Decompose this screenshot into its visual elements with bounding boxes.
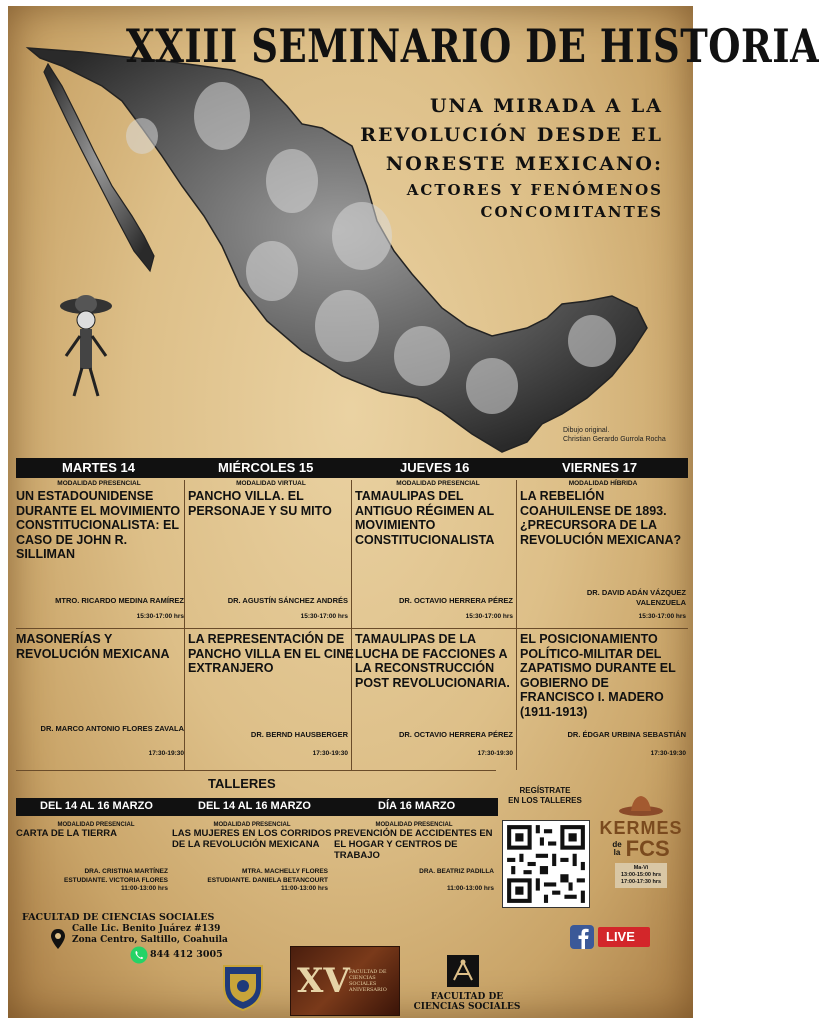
xv-caption-line: CIENCIAS bbox=[349, 975, 376, 981]
session-divider bbox=[16, 770, 496, 771]
fcs-logo-line: CIENCIAS SOCIALES bbox=[413, 1002, 521, 1012]
time-label: 15:30-17:00 hrs bbox=[136, 613, 184, 620]
location-pin-icon bbox=[50, 928, 66, 952]
talk-title: LA REBELIÓN COAHUILENSE DE 1893. ¿PRECURSORA DE LA REVOLUCIÓN MEXICANA? bbox=[520, 489, 682, 547]
time-label: 11:00-13:00 hrs bbox=[281, 885, 328, 892]
talleres-heading: TALLERES bbox=[208, 776, 276, 791]
address-line: Zona Centro, Saltillo, Coahuila bbox=[72, 935, 228, 945]
session2-talk-tuesday bbox=[16, 630, 182, 661]
taller-date: DÍA 16 MARZO bbox=[378, 800, 456, 812]
register-line: REGÍSTRATE bbox=[519, 786, 571, 795]
taller-3 bbox=[334, 822, 494, 861]
fcs-emblem-icon bbox=[446, 954, 480, 988]
kermes-de: de bbox=[612, 840, 622, 849]
column-divider bbox=[184, 480, 185, 770]
faculty-name: FACULTAD DE CIENCIAS SOCIALES bbox=[22, 912, 215, 923]
session1-talk-thursday bbox=[355, 480, 521, 547]
illustration-credit bbox=[563, 426, 666, 444]
session2-talk-friday bbox=[520, 630, 686, 719]
time-label: 15:30-17:00 hrs bbox=[638, 613, 686, 620]
xv-caption bbox=[349, 969, 387, 993]
sombrero-icon bbox=[618, 794, 664, 816]
modality-label: MODALIDAD PRESENCIAL bbox=[396, 480, 480, 487]
subtitle-line: REVOLUCIÓN DESDE EL bbox=[360, 124, 663, 146]
taller-title: CARTA DE LA TIERRA bbox=[16, 828, 117, 839]
speaker-name: DR. OCTAVIO HERRERA PÉREZ bbox=[398, 596, 513, 605]
modality-label: MODALIDAD PRESENCIAL bbox=[57, 480, 141, 487]
poster bbox=[8, 6, 819, 1018]
modality-label: MODALIDAD HÍBRIDA bbox=[568, 480, 638, 487]
time-label: 11:00-13:00 hrs bbox=[447, 884, 494, 892]
talk-title: UN ESTADOUNIDENSE DURANTE EL MOVIMIENTO CONSTITUCIONALISTA: EL CASO DE JOHN R. SILLIMAN bbox=[16, 489, 181, 561]
day-header-bar bbox=[16, 458, 688, 478]
qr-code-icon bbox=[503, 821, 589, 907]
register-line: EN LOS TALLERES bbox=[508, 796, 582, 805]
speaker-name: ESTUDIANTE. DANIELA BETANCOURT bbox=[207, 876, 328, 884]
kermes-days: Ma-Vi bbox=[633, 865, 649, 871]
register-label bbox=[502, 786, 588, 806]
day-label-tuesday: MARTES 14 bbox=[62, 460, 135, 475]
xv-caption-line: ANIVERSARIO bbox=[349, 987, 387, 993]
speaker-name: MTRA. MACHELLY FLORES bbox=[242, 868, 328, 875]
day-label-thursday: JUEVES 16 bbox=[400, 460, 470, 475]
taller-date: DEL 14 AL 16 MARZO bbox=[40, 800, 153, 812]
column-divider bbox=[351, 480, 352, 770]
talk-title: TAMAULIPAS DEL ANTIGUO RÉGIMEN AL MOVIMIENTO CONSTITUCIONALISTA bbox=[355, 489, 495, 547]
session1-talk-wednesday bbox=[188, 480, 354, 518]
session-divider bbox=[16, 628, 688, 629]
fcs-logo-text bbox=[412, 992, 522, 1012]
kermes-title: KERMES bbox=[599, 818, 683, 838]
kermes-fcs: FCS bbox=[625, 836, 670, 861]
taller-speakers bbox=[172, 868, 328, 894]
xv-caption-line: SOCIALES bbox=[349, 981, 377, 987]
speaker-name: DRA. BEATRIZ PADILLA bbox=[419, 868, 494, 875]
speaker-name: DR. BERND HAUSBERGER bbox=[250, 730, 348, 739]
fcs-logo-line: FACULTAD DE bbox=[430, 992, 504, 1002]
taller-speakers bbox=[16, 868, 168, 894]
taller-title: LAS MUJERES EN LOS CORRIDOS DE LA REVOLUCIÓN MEXICANA bbox=[172, 828, 332, 850]
modality-label: MODALIDAD VIRTUAL bbox=[236, 480, 306, 487]
speaker-name: ESTUDIANTE. VICTORIA FLORES bbox=[63, 876, 168, 884]
talk-title: PANCHO VILLA. EL PERSONAJE Y SU MITO bbox=[188, 489, 332, 518]
credit-line: Dibujo original. bbox=[563, 427, 610, 434]
taller-1 bbox=[16, 822, 176, 839]
talk-title: TAMAULIPAS DE LA LUCHA DE FACCIONES A LA RECONSTRUCCIÓN POST REVOLUCIONARIA. bbox=[355, 632, 510, 690]
calavera-illustration bbox=[60, 295, 112, 396]
time-label: 17:30-19:30 bbox=[312, 750, 348, 757]
time-label: 11:00-13:00 hrs bbox=[121, 885, 168, 892]
speaker-name: DR. AGUSTÍN SÁNCHEZ ANDRÉS bbox=[227, 596, 348, 605]
speaker-name: DR. OCTAVIO HERRERA PÉREZ bbox=[398, 730, 513, 739]
kermes-subtitle bbox=[596, 836, 686, 861]
taller-speakers bbox=[334, 868, 494, 893]
day-label-wednesday: MIÉRCOLES 15 bbox=[218, 460, 314, 475]
speaker-name: DR. DAVID ADÁN VÁZQUEZ VALENZUELA bbox=[586, 588, 686, 607]
xv-caption-line: FACULTAD DE bbox=[349, 969, 387, 975]
talk-title: MASONERÍAS Y REVOLUCIÓN MEXICANA bbox=[16, 632, 170, 661]
kermes-block bbox=[596, 792, 686, 888]
time-label: 17:30-19:30 bbox=[148, 750, 184, 757]
address-line: Calle Lic. Benito Juárez #139 bbox=[72, 924, 221, 934]
registration-qr-code[interactable] bbox=[502, 820, 590, 908]
talleres-header-bar bbox=[16, 798, 498, 816]
kermes-la: la bbox=[613, 848, 621, 857]
phone-number[interactable]: 844 412 3005 bbox=[150, 949, 223, 960]
talk-title: EL POSICIONAMIENTO POLÍTICO-MILITAR DEL ZAPATISMO DURANTE EL GOBIERNO DE FRANCISCO I. MADERO (1911-1913) bbox=[520, 632, 676, 719]
talk-title: LA REPRESENTACIÓN DE PANCHO VILLA EN EL CINE EXTRANJERO bbox=[188, 632, 354, 675]
kermes-time: 13:00-15:00 hrs bbox=[620, 872, 662, 878]
subtitle-line: UNA MIRADA A LA bbox=[429, 95, 663, 117]
session1-talk-tuesday bbox=[16, 480, 182, 562]
facebook-live-badge[interactable] bbox=[570, 924, 654, 955]
time-label: 15:30-17:00 hrs bbox=[465, 613, 513, 620]
taller-date: DEL 14 AL 16 MARZO bbox=[198, 800, 311, 812]
whatsapp-icon[interactable] bbox=[130, 946, 148, 964]
seminar-title: XXIII SEMINARIO DE HISTORIA bbox=[126, 18, 819, 73]
time-label: 17:30-19:30 bbox=[650, 750, 686, 757]
speaker-name: DR. MARCO ANTONIO FLORES ZAVALA bbox=[40, 724, 184, 733]
session2-talk-wednesday bbox=[188, 630, 354, 676]
time-label: 17:30-19:30 bbox=[477, 750, 513, 757]
kermes-time: 17:00-17:30 hrs bbox=[620, 879, 662, 885]
speaker-name: MTRO. RICARDO MEDINA RAMÍREZ bbox=[55, 596, 184, 605]
modality-label: MODALIDAD PRESENCIAL bbox=[375, 822, 453, 828]
xv-anniversary-logo bbox=[290, 946, 400, 1016]
xv-numeral: XV bbox=[297, 961, 350, 1001]
kermes-schedule bbox=[615, 863, 667, 888]
taller-2 bbox=[172, 822, 332, 850]
session1-talk-friday bbox=[520, 480, 686, 547]
seminar-subtitle bbox=[360, 92, 663, 223]
credit-line: Christian Gerardo Gurrola Rocha bbox=[563, 436, 666, 443]
speaker-name: DR. ÉDGAR URBINA SEBASTIÁN bbox=[567, 730, 686, 739]
university-shield-logo bbox=[220, 962, 266, 1012]
subtitle-line: ACTORES Y FENÓMENOS bbox=[406, 181, 663, 199]
kermes-de-la bbox=[612, 841, 621, 857]
modality-label: MODALIDAD PRESENCIAL bbox=[57, 822, 135, 828]
taller-title: PREVENCIÓN DE ACCIDENTES EN EL HOGAR Y CENTROS DE TRABAJO bbox=[334, 828, 493, 861]
day-label-friday: VIERNES 17 bbox=[562, 460, 638, 475]
subtitle-line: NORESTE MEXICANO: bbox=[385, 153, 663, 175]
subtitle-line: CONCOMITANTES bbox=[480, 203, 663, 221]
live-label: LIVE bbox=[606, 929, 635, 944]
time-label: 15:30-17:00 hrs bbox=[300, 613, 348, 620]
modality-label: MODALIDAD PRESENCIAL bbox=[213, 822, 291, 828]
speaker-name: DRA. CRISTINA MARTÍNEZ bbox=[84, 868, 168, 875]
address bbox=[72, 924, 228, 946]
session2-talk-thursday bbox=[355, 630, 521, 690]
